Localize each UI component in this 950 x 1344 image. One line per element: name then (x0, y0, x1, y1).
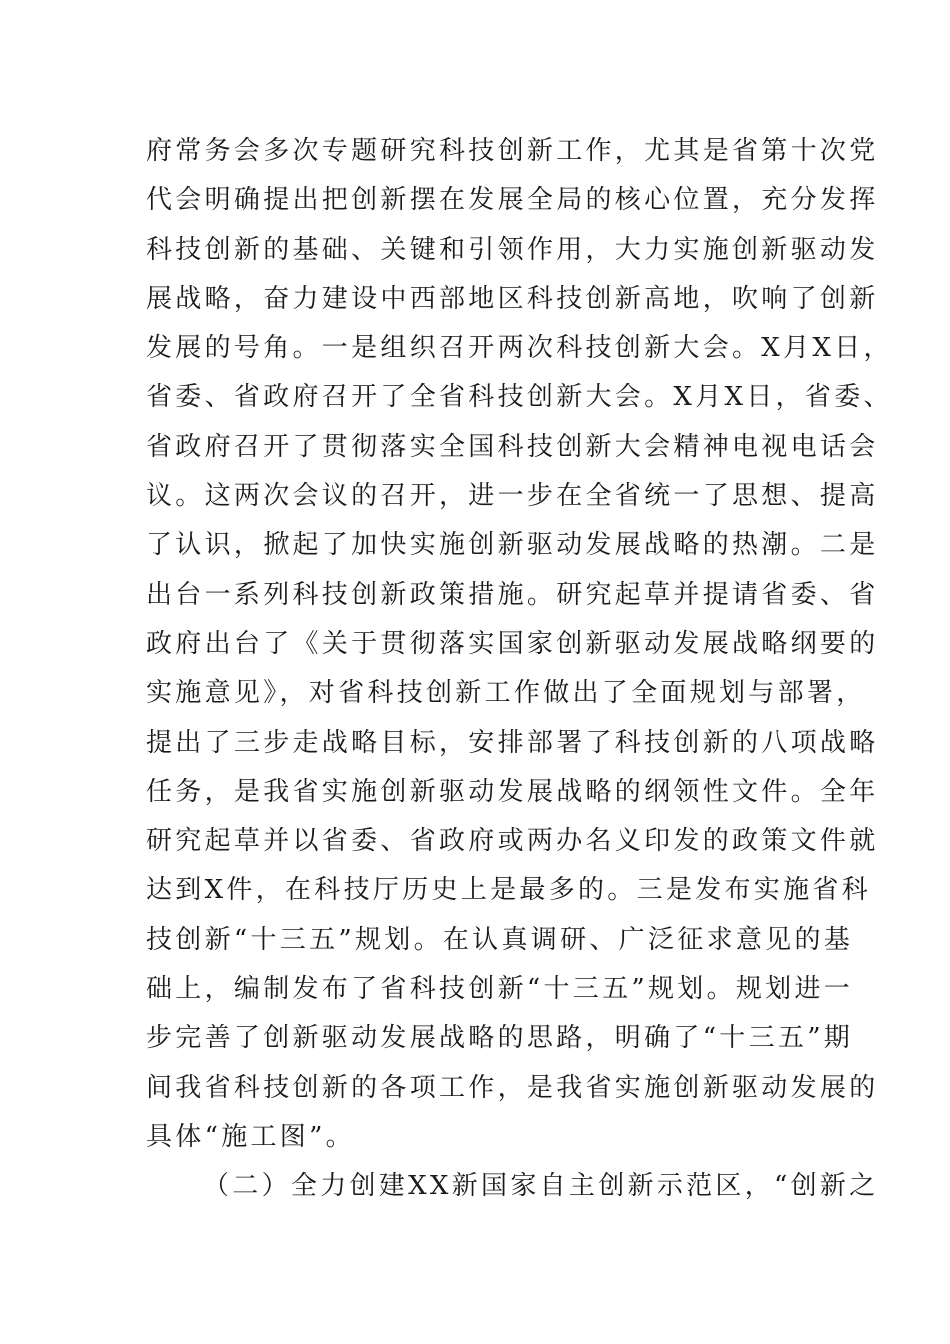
body-text (146, 127, 893, 1212)
text-line: 间我省科技创新的各项工作，是我省实施创新驱动发展的 (146, 1072, 879, 1103)
text-line: 技创新“十三五”规划。在认真调研、广泛征求意见的基 (146, 924, 854, 955)
text-line: 提出了三步走战略目标，安排部署了科技创新的八项战略 (146, 727, 879, 758)
text-line: 实施意见》，对省科技创新工作做出了全面规划与部署， (146, 678, 866, 709)
text-line: 科技创新的基础、关键和引领作用，大力实施创新驱动发 (146, 234, 879, 265)
text-line: 了认识，掀起了加快实施创新驱动发展战略的热潮。二是 (146, 530, 879, 561)
section-heading: （二）全力创建XX新国家自主创新示范区，“创新之 (203, 1171, 879, 1202)
text-line: 省委、省政府召开了全省科技创新大会。X月X日，省委、 (146, 382, 893, 413)
text-line: 出台一系列科技创新政策措施。研究起草并提请省委、省 (146, 579, 879, 610)
text-line: 任务，是我省实施创新驱动发展战略的纲领性文件。全年 (146, 776, 879, 807)
text-line: 础上，编制发布了省科技创新“十三五”规划。规划进一 (146, 974, 854, 1005)
text-line: 省政府召开了贯彻落实全国科技创新大会精神电视电话会 (146, 431, 879, 462)
text-line: 具体“施工图”。 (146, 1121, 355, 1152)
text-line: 政府出台了《关于贯彻落实国家创新驱动发展战略纲要的 (146, 628, 879, 659)
text-line: 府常务会多次专题研究科技创新工作，尤其是省第十次党 (146, 136, 879, 166)
text-line: 研究起草并以省委、省政府或两办名义印发的政策文件就 (146, 826, 879, 857)
text-line: 议。这两次会议的召开，进一步在全省统一了思想、提高 (146, 481, 879, 512)
text-line: 展战略，奋力建设中西部地区科技创新高地，吹响了创新 (146, 283, 879, 314)
text-line: 步完善了创新驱动发展战略的思路，明确了“十三五”期 (146, 1023, 854, 1054)
text-line: 代会明确提出把创新摆在发展全局的核心位置，充分发挥 (146, 185, 879, 216)
text-line: 发展的号角。一是组织召开两次科技创新大会。X月X日， (146, 333, 893, 364)
text-line: 达到X件，在科技厅历史上是最多的。三是发布实施省科 (146, 875, 872, 906)
